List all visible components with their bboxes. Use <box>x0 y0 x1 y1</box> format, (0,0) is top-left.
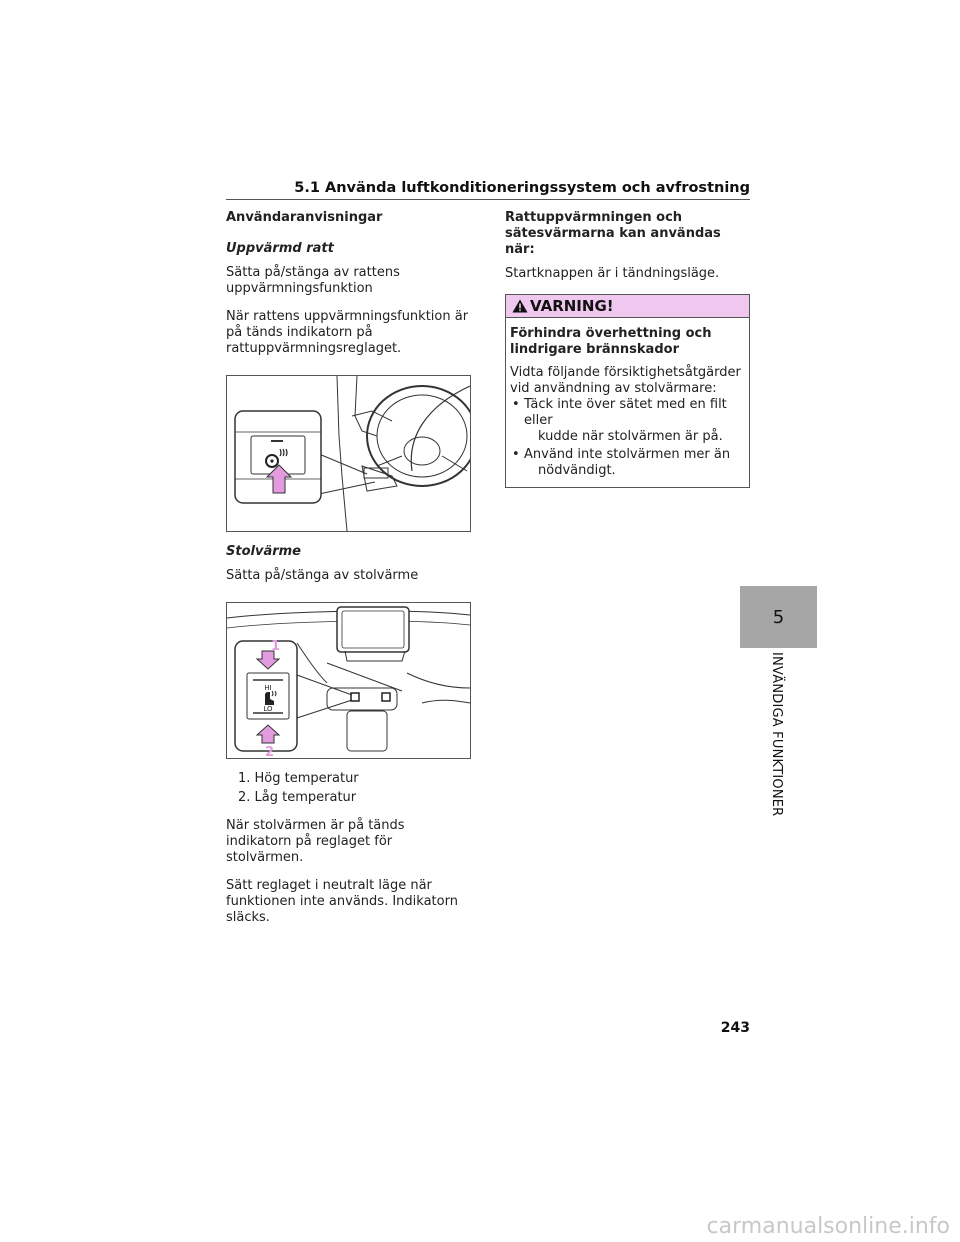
warning-title: Förhindra överhettning och lindrigare brännskador <box>510 326 712 357</box>
list-item <box>510 397 745 445</box>
bullet-text-cont: kudde när stolvärmen är på. <box>538 429 723 444</box>
left-column <box>226 210 471 934</box>
list-item: 1. Hög temperatur <box>238 771 359 786</box>
warning-body <box>506 318 749 487</box>
list-item: 2. Låg temperatur <box>238 790 357 805</box>
figure-seat-heater <box>226 602 471 759</box>
header-rule <box>226 199 750 200</box>
paragraph-seat-indicator: När stolvärmen är på tänds indikatorn på reglaget för stolvärmen. <box>226 818 405 865</box>
lo-label: LO <box>263 705 273 713</box>
chapter-title: INVÄNDIGA FUNKTIONER <box>769 652 784 817</box>
section-heading: Användaranvisningar <box>226 210 383 225</box>
paragraph-seat-toggle: Sätta på/stänga av stolvärme <box>226 568 419 583</box>
subheading-seat-heater: Stolvärme <box>226 544 301 559</box>
warning-header <box>506 295 749 318</box>
paragraph-wheel-indicator: När rattens uppvärmningsfunktion är på tänds indikatorn på rattuppvärmningsreglaget. <box>226 309 469 356</box>
chapter-tab <box>740 586 817 648</box>
callout-number-1: 1 <box>271 639 281 654</box>
list-item <box>510 447 745 479</box>
callout-number-2: 2 <box>265 745 275 758</box>
paragraph-start-button: Startknappen är i tändningsläge. <box>505 266 720 281</box>
watermark: carmanualsonline.info <box>706 1214 950 1239</box>
temperature-list <box>238 771 471 806</box>
warning-label: VARNING! <box>530 297 614 315</box>
bullet-text-cont: nödvändigt. <box>538 463 616 478</box>
warning-box <box>505 294 750 488</box>
subheading-heated-wheel: Uppvärmd ratt <box>226 241 334 256</box>
right-column <box>505 210 750 488</box>
steering-heater-illustration <box>227 376 470 531</box>
paragraph-wheel-toggle: Sätta på/stänga av rattens uppvärmningsfunktion <box>226 265 400 296</box>
warning-intro: Vidta följande försiktighetsåtgärder vid användning av stolvärmare: <box>510 365 741 396</box>
paragraph-neutral: Sätt reglaget i neutralt läge när funktionen inte används. Indikatorn släcks. <box>226 878 458 925</box>
page-number: 243 <box>720 1020 750 1036</box>
bullet: • <box>512 397 520 412</box>
bullet-text: Använd inte stolvärmen mer än <box>524 447 731 462</box>
warning-triangle-icon <box>512 299 528 313</box>
hi-label: HI <box>264 684 272 692</box>
chapter-number: 5 <box>772 606 785 628</box>
warning-list <box>510 397 745 479</box>
bullet-text: Täck inte över sätet med en filt eller <box>524 397 727 428</box>
figure-steering-heater <box>226 375 471 532</box>
seat-heater-illustration <box>227 603 470 758</box>
running-header: 5.1 Använda luftkonditioneringssystem och avfrostning <box>294 180 750 196</box>
conditions-heading: Rattuppvärmningen och sätesvärmarna kan användas när: <box>505 210 721 257</box>
bullet: • <box>512 447 520 462</box>
